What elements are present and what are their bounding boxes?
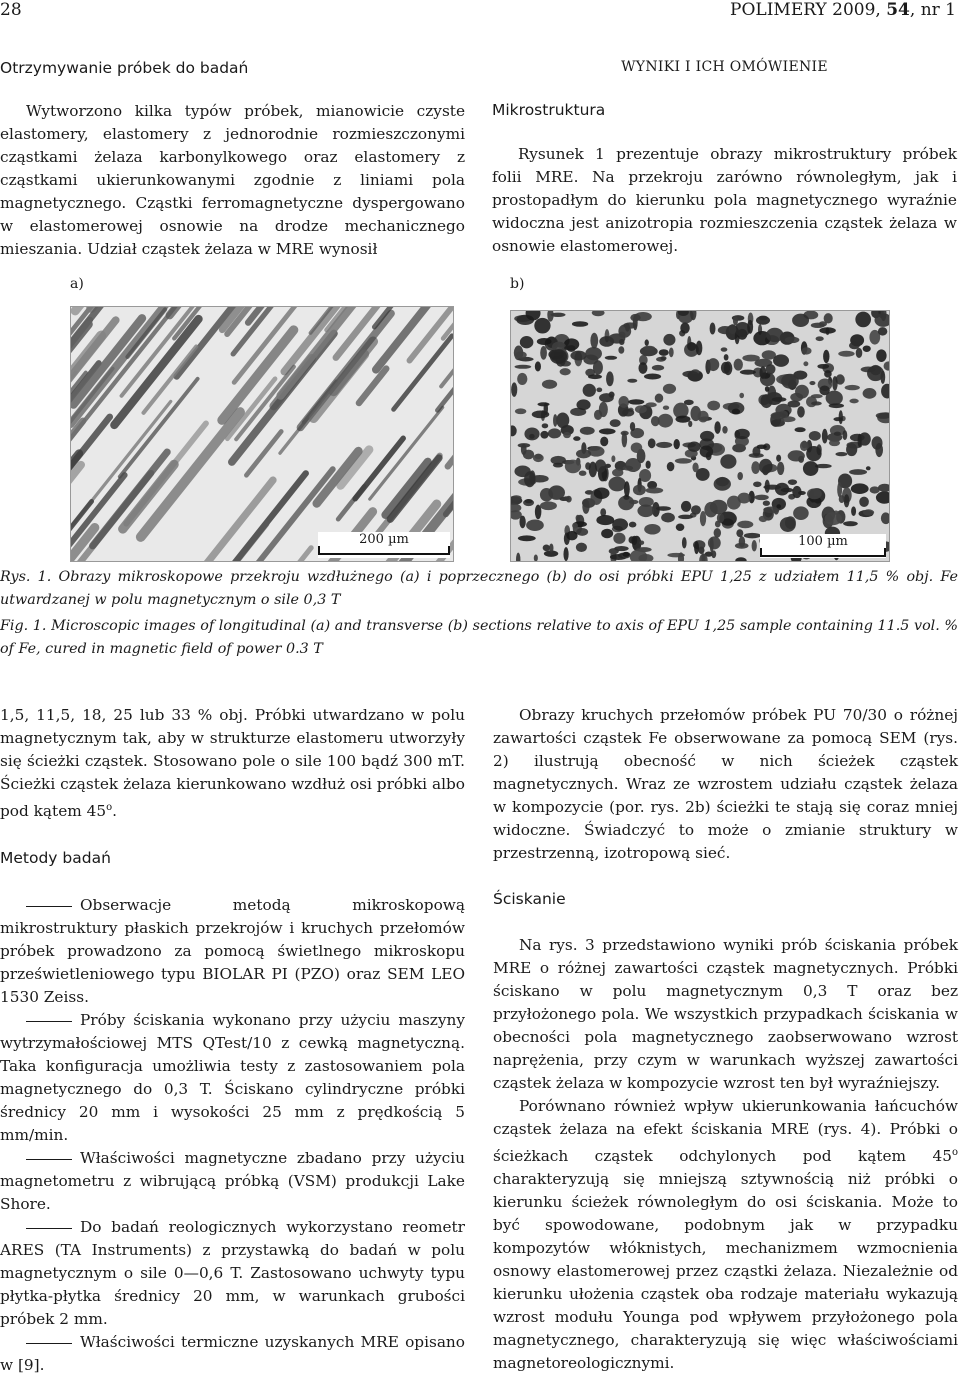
method-item	[0, 1009, 465, 1147]
method-item-text: Obserwacje metodą mikroskopową mikrostruktury płaskich przekrojów i kruchych przełomów próbek prowadzono za pomocą świetlnego mikroskopu prześwietleniowego typu BIOLAR PI (PZO) oraz SEM LEO 1530 Zeiss.	[0, 896, 465, 1007]
micrograph-transverse	[510, 310, 890, 562]
degree-superscript: o	[106, 802, 113, 813]
subsection-heading-compression: Ściskanie	[493, 890, 566, 908]
method-item-text: Właściwości termiczne uzyskanych MRE opisano w [9].	[0, 1333, 465, 1375]
paragraph-compression-2	[493, 1095, 958, 1375]
em-dash	[26, 906, 72, 907]
paragraph-compression-2-text: Porównano również wpływ ukierunkowania łańcuchów cząstek żelaza na efekt ściskania MRE (rys. 4). Próbki o ścieżkach cząstek odchylonych pod kątem 45	[493, 1097, 958, 1166]
paragraph-fractures: Obrazy kruchych przełomów próbek PU 70/30 o różnej zawartości cząstek Fe obserwowane za pomocą SEM (rys. 2) ilustrują obecność w nich ścieżek cząstek magnetycznych. Wraz ze wzrostem udziału cząstek żelaza w kompozycie (por. rys. 2b) ścieżki te stają się coraz mniej widoczne. Świadczyć to może o zmianie struktury w przestrzenną, izotropową sieć.	[493, 706, 958, 862]
scale-bar-a-label: 200 µm	[359, 532, 409, 547]
degree-superscript: o	[951, 1147, 958, 1158]
paragraph-continuation	[0, 704, 465, 823]
scale-bar-b-label: 100 µm	[798, 534, 848, 549]
left-top-column	[0, 57, 465, 261]
micrograph-transverse-image	[511, 311, 889, 561]
figure-label-b: b)	[510, 276, 525, 292]
methods-list	[0, 894, 465, 1377]
method-item-text: Właściwości magnetyczne zbadano przy użyciu magnetometru z wibrującą próbką (VSM) produkcji Lake Shore.	[0, 1149, 465, 1214]
scale-bar-a-line	[318, 547, 450, 555]
method-item	[0, 1331, 465, 1377]
micrograph-longitudinal	[70, 306, 454, 562]
journal-volume: 54	[886, 0, 910, 20]
paragraph-continuation-end: .	[112, 802, 117, 821]
scale-bar-a	[318, 532, 450, 558]
subsection-heading-microstructure: Mikrostruktura	[492, 101, 606, 119]
method-item	[0, 1147, 465, 1216]
scale-bar-b-line	[760, 549, 886, 557]
section-heading-results: WYNIKI I ICH OMÓWIENIE	[621, 59, 828, 75]
em-dash	[26, 1021, 72, 1022]
journal-name: POLIMERY 2009,	[730, 0, 887, 20]
section-heading-methods: Metody badań	[0, 849, 111, 868]
em-dash	[26, 1228, 72, 1229]
paragraph-microstructure: Rysunek 1 prezentuje obrazy mikrostruktury próbek folii MRE. Na przekroju zarówno równoległym, jak i prostopadłym do kierunku pola magnetycznego wyraźnie widoczna jest anizotropia rozmieszczenia cząstek żelaza w osnowie elastomerowej.	[492, 145, 957, 255]
em-dash	[26, 1159, 72, 1160]
right-top-column	[492, 56, 957, 258]
left-bottom-column	[0, 704, 465, 1377]
journal-issue: , nr 1	[909, 0, 956, 20]
caption-english: Fig. 1. Microscopic images of longitudinal (a) and transverse (b) sections relative to axis of EPU 1,25 sample containing 11.5 vol. % of Fe, cured in magnetic field of power 0.3 T	[0, 618, 958, 657]
paragraph-continuation-text: 1,5, 11,5, 18, 25 lub 33 % obj. Próbki utwardzano w polu magnetycznym tak, aby w strukturze elastomeru utworzyły się ścieżki cząstek. Stosowano pole o sile 100 bądź 300 mT. Ścieżki cząstek żelaza kierunkowano wzdłuż osi próbki albo pod kątem 45	[0, 706, 465, 821]
figure-label-a: a)	[70, 276, 84, 292]
em-dash	[26, 1343, 72, 1344]
journal-header	[730, 0, 956, 20]
page-number: 28	[0, 0, 22, 20]
scale-bar-b	[760, 534, 886, 558]
paragraph-samples: Wytworzono kilka typów próbek, mianowicie czyste elastomery, elastomery z jednorodnie rozmieszczonymi cząstkami żelaza karbonylkowego oraz elastomery z cząstkami ukierunkowanymi zgodnie z liniami pola magnetycznego. Cząstki ferromagnetyczne dyspergowano w elastomerowej osnowie na drodze mechanicznego mieszania. Udział cząstek żelaza w MRE wynosił	[0, 102, 465, 258]
right-bottom-column	[493, 704, 958, 1375]
method-item-text: Próby ściskania wykonano przy użyciu maszyny wytrzymałościowej MTS QTest/10 z cewką magnetyczną. Taka konfiguracja umożliwia testy z zastosowaniem pola magnetycznego do 0,3 T. Ściskano cylindryczne próbki średnicy 20 mm i wysokości 25 mm z prędkością 5 mm/min.	[0, 1011, 465, 1145]
caption-polish: Rys. 1. Obrazy mikroskopowe przekroju wzdłużnego (a) i poprzecznego (b) do osi próbki EPU 1,25 z udziałem 11,5 % obj. Fe utwardzanej w polu magnetycznym o sile 0,3 T	[0, 569, 958, 608]
method-item	[0, 1216, 465, 1331]
paragraph-compression-2-end: charakteryzują się mniejszą sztywnością niż próbki o kierunku ścieżek równoległym do osi ściskania. Może to być spowodowane, podobnym jak w przypadku kompozytów włóknistych, mechanizmem wzmocnienia osnowy elastomerowej przez cząstki żelaza. Niezależnie od kierunku ułożenia cząstek oba rodzaje materiału wykazują wzrost modułu Younga pod wpływem przyłożonego pola magnetycznego, charakteryzują się więc właściwościami magnetoreologicznymi.	[493, 1170, 958, 1373]
figure-caption	[0, 566, 958, 661]
method-item	[0, 894, 465, 1009]
section-heading-samples: Otrzymywanie próbek do badań	[0, 59, 249, 77]
micrograph-longitudinal-image	[71, 307, 453, 561]
method-item-text: Do badań reologicznych wykorzystano reometr ARES (TA Instruments) z przystawką do badań w polu magnetycznym o sile 0—0,6 T. Zastosowano uchwyty typu płytka-płytka średnicy 20 mm, w warunkach grubości próbek 2 mm.	[0, 1218, 465, 1329]
paragraph-compression-1: Na rys. 3 przedstawiono wyniki prób ściskania próbek MRE o różnej zawartości cząstek magnetycznych. Próbki ściskano w polu magnetycznym 0,3 T oraz bez przyłożonego pola. We wszystkich przypadkach ściskania w obecności pola magnetycznego zaobserwowano wzrost naprężenia, przy czym w warunkach wyższej zawartości cząstek żelaza w kompozycie wzrost ten był wyraźniejszy.	[493, 936, 958, 1092]
